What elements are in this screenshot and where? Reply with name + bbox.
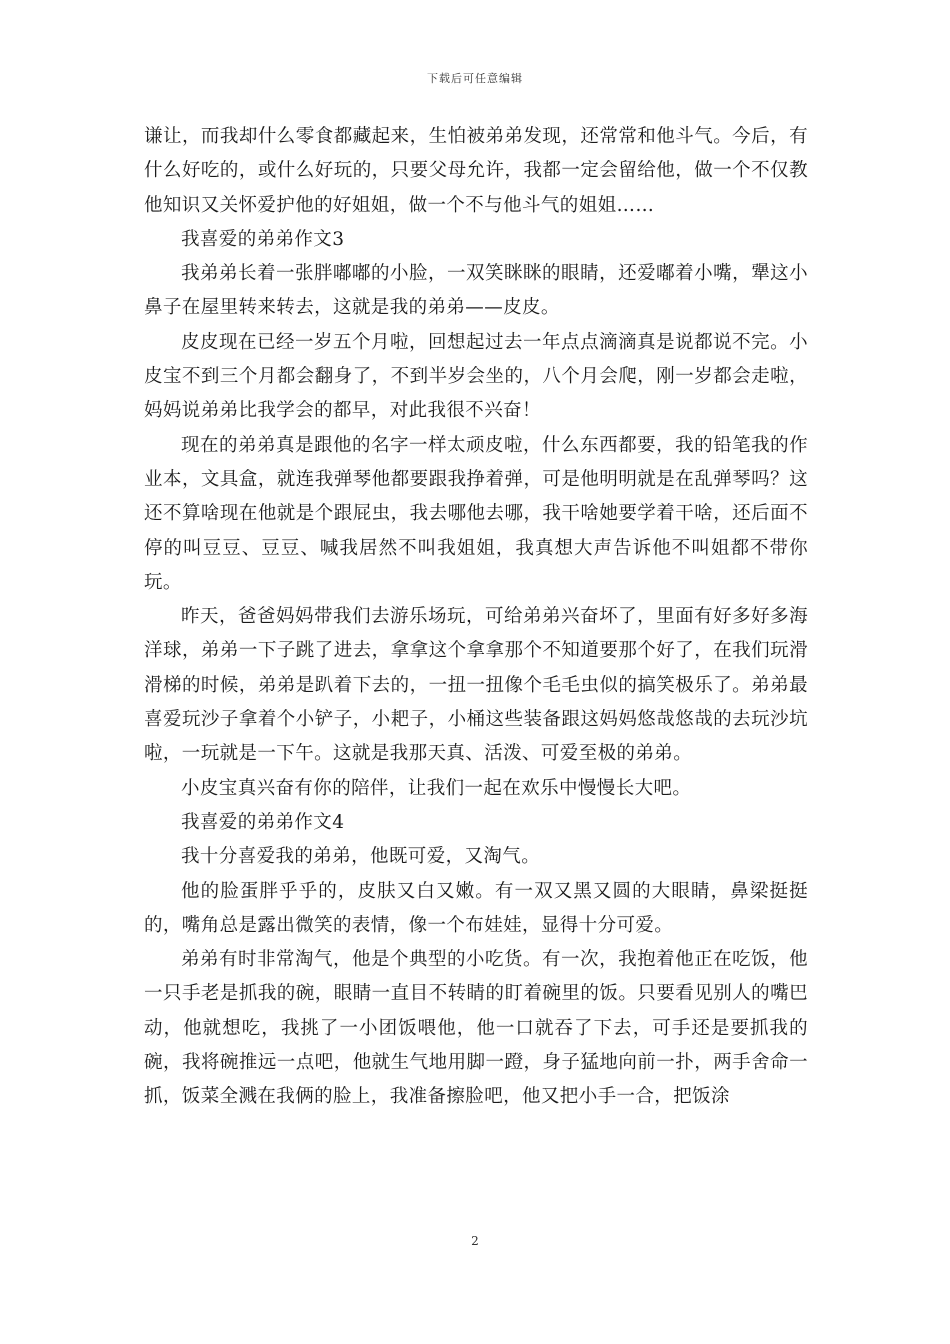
- document-body: [144, 120, 808, 1115]
- page-number: 2: [471, 1234, 479, 1248]
- paragraph-continued: 谦让，而我却什么零食都藏起来，生怕被弟弟发现，还常常和他斗气。今后，有什么好吃的，或什么好玩的，只要父母允许，我都一定会留给他，做一个不仅教他知识又关怀爱护他的好姐姐，做一个不与他斗气的姐姐……: [144, 126, 808, 216]
- section-heading-essay-4: 我喜爱的弟弟作文4: [181, 811, 345, 833]
- paragraph: 弟弟有时非常淘气，他是个典型的小吃货。有一次，我抱着他正在吃饭，他一只手老是抓我的碗，眼睛一直目不转睛的盯着碗里的饭。只要看见别人的嘴巴动，他就想吃，我挑了一小团饭喂他，他一口就吞了下去，可手还是要抓我的碗，我将碗推远一点吧，他就生气地用脚一蹬，身子猛地向前一扑，两手舍命一抓，饭菜全溅在我俩的脸上，我准备擦脸吧，他又把小手一合，把饭涂: [144, 949, 808, 1108]
- paragraph: 小皮宝真兴奋有你的陪伴，让我们一起在欢乐中慢慢长大吧。: [181, 777, 692, 799]
- paragraph: 他的脸蛋胖乎乎的，皮肤又白又嫩。有一双又黑又圆的大眼睛，鼻梁挺挺的，嘴角总是露出微笑的表情，像一个布娃娃，显得十分可爱。: [144, 880, 808, 936]
- paragraph: 昨天，爸爸妈妈带我们去游乐场玩，可给弟弟兴奋坏了，里面有好多好多海洋球，弟弟一下子跳了进去，拿拿这个拿拿那个不知道要那个好了，在我们玩滑滑梯的时候，弟弟是趴着下去的，一扭一扭像个毛毛虫似的搞笑极乐了。弟弟最喜爱玩沙子拿着个小铲子，小耙子，小桶这些装备跟这妈妈悠哉悠哉的去玩沙坑啦，一玩就是一下午。这就是我那天真、活泼、可爱至极的弟弟。: [144, 606, 808, 765]
- paragraph: 皮皮现在已经一岁五个月啦，回想起过去一年点点滴滴真是说都说不完。小皮宝不到三个月都会翻身了，不到半岁会坐的，八个月会爬，刚一岁都会走啦，妈妈说弟弟比我学会的都早，对此我很不兴奋！: [144, 331, 808, 422]
- paragraph: 我十分喜爱我的弟弟，他既可爱，又淘气。: [181, 846, 541, 868]
- paragraph: 我弟弟长着一张胖嘟嘟的小脸，一双笑眯眯的眼睛，还爱嘟着小嘴，犟这小鼻子在屋里转来转去，这就是我的弟弟——皮皮。: [144, 263, 808, 319]
- page-header: 下载后可任意编辑: [427, 72, 523, 85]
- paragraph: 现在的弟弟真是跟他的名字一样太顽皮啦，什么东西都要，我的铅笔我的作业本，文具盒，就连我弹琴他都要跟我挣着弹，可是他明明就是在乱弹琴吗？这还不算啥现在他就是个跟屁虫，我去哪他去哪，我干啥她要学着干啥，还后面不停的叫豆豆、豆豆、喊我居然不叫我姐姐，我真想大声告诉他不叫姐都不带你玩。: [144, 434, 808, 593]
- section-heading-essay-3: 我喜爱的弟弟作文3: [181, 228, 345, 250]
